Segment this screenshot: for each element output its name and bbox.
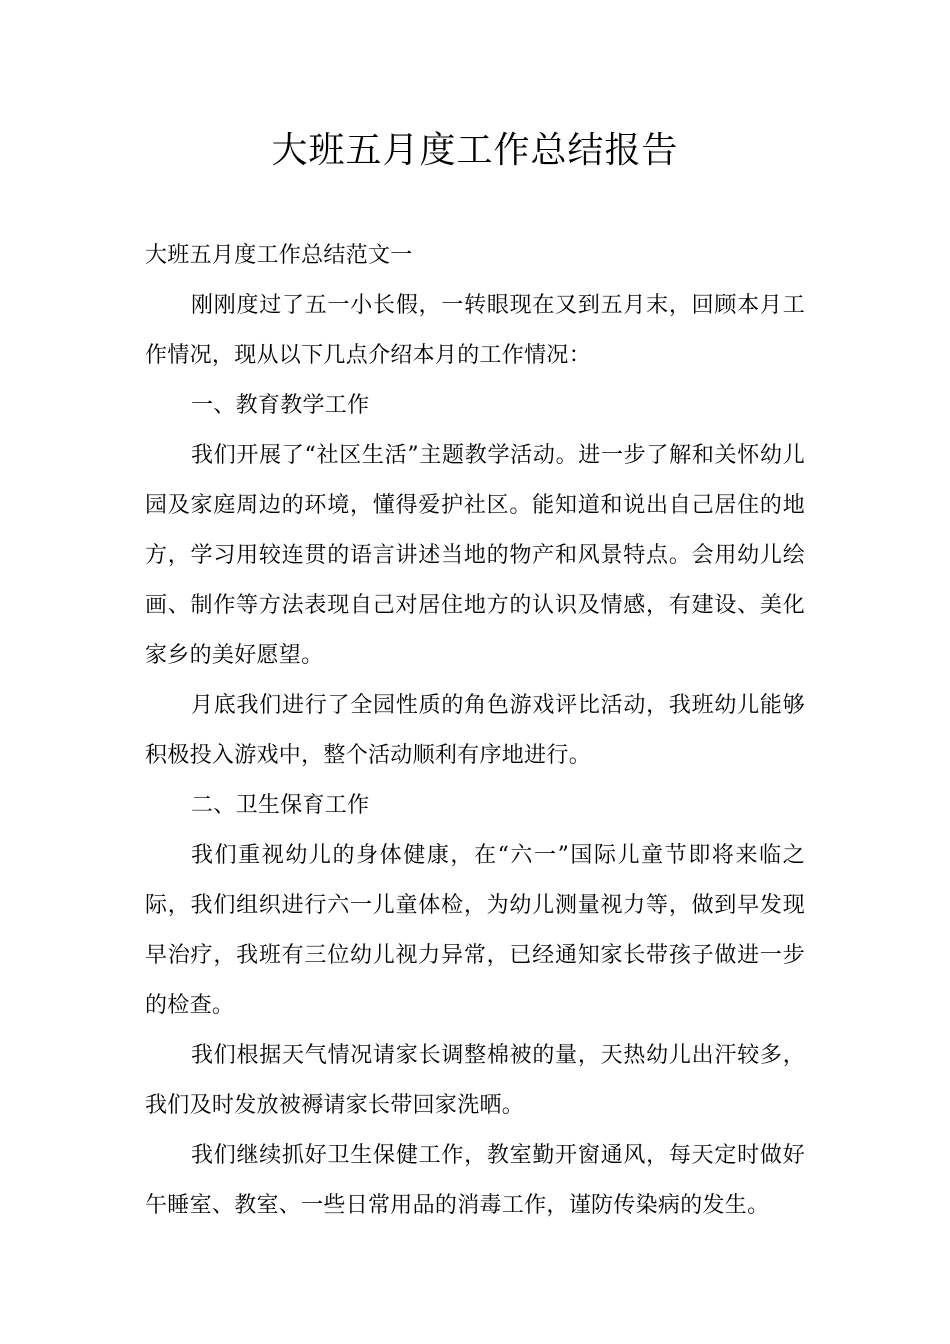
- paragraph-hygiene: 我们继续抓好卫生保健工作，教室勤开窗通风，每天定时做好午睡室、教室、一些日常用品的消毒工作，谨防传染病的发生。: [145, 1143, 805, 1218]
- intro-paragraph: 刚刚度过了五一小长假，一转眼现在又到五月末，回顾本月工作情况，现从以下几点介绍本月的工作情况：: [145, 293, 805, 368]
- section-subtitle: 大班五月度工作总结范文一: [145, 243, 413, 268]
- heading-education: 一、教育教学工作: [191, 393, 370, 418]
- document-title: 大班五月度工作总结报告: [271, 130, 679, 171]
- paragraph-bedding: 我们根据天气情况请家长调整棉被的量，天热幼儿出汗较多，我们及时发放被褥请家长带回家洗晒。: [145, 1043, 805, 1118]
- heading-health-care: 二、卫生保育工作: [191, 793, 370, 818]
- paragraph-health-check: 我们重视幼儿的身体健康，在“六一”国际儿童节即将来临之际，我们组织进行六一儿童体检，为幼儿测量视力等，做到早发现早治疗，我班有三位幼儿视力异常，已经通知家长带孩子做进一步的检查。: [145, 843, 805, 1018]
- paragraph-role-play: 月底我们进行了全园性质的角色游戏评比活动，我班幼儿能够积极投入游戏中，整个活动顺利有序地进行。: [145, 693, 805, 768]
- document-body: [145, 231, 805, 1231]
- paragraph-community-theme: 我们开展了“社区生活”主题教学活动。进一步了解和关怀幼儿园及家庭周边的环境，懂得爱护社区。能知道和说出自己居住的地方，学习用较连贯的语言讲述当地的物产和风景特点。会用幼儿绘画、制作等方法表现自己对居住地方的认识及情感，有建设、美化家乡的美好愿望。: [145, 443, 805, 668]
